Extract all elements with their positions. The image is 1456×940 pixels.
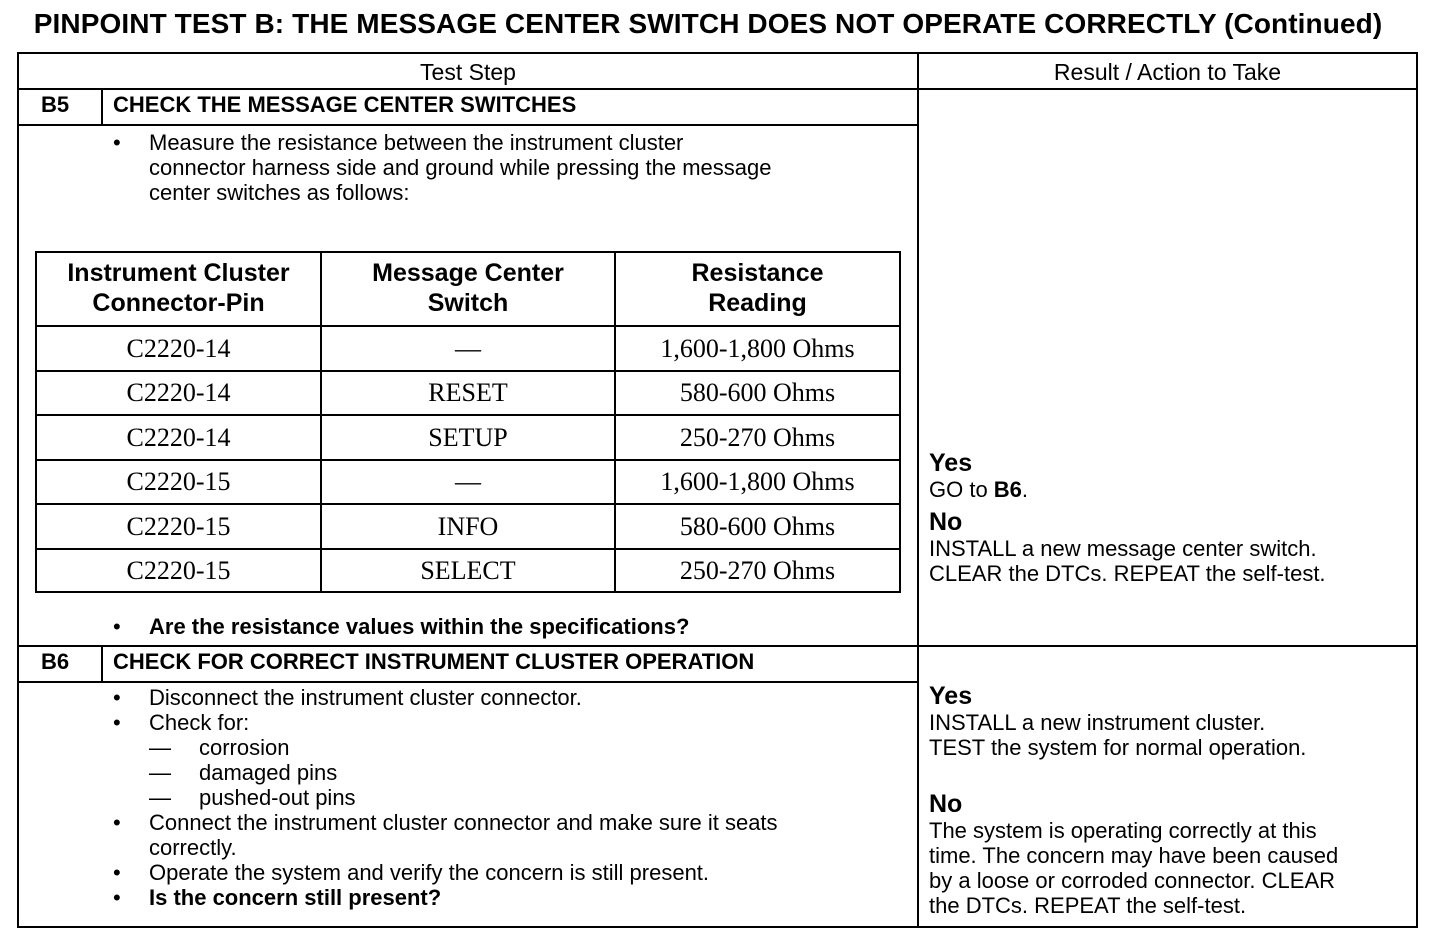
b6-yes-line: TEST the system for normal operation. (929, 735, 1307, 760)
b5-yes-suffix: . (1021, 477, 1029, 502)
bullet-marker: • (113, 685, 121, 710)
b6-no-line: by a loose or corroded connector. CLEAR (929, 868, 1336, 893)
cell-pin: C2220-15 (126, 556, 231, 585)
inner-header-line: Message Center (372, 259, 564, 287)
page-title: PINPOINT TEST B: THE MESSAGE CENTER SWITCH DOES NOT OPERATE CORRECTLY (Continued) (33, 8, 1383, 39)
cell-reading: 580-600 Ohms (679, 378, 836, 407)
cell-pin: C2220-14 (126, 334, 231, 363)
cell-switch: — (455, 467, 481, 496)
b6-id-divider (101, 646, 103, 682)
b6-check-item: pushed-out pins (199, 785, 356, 810)
b5-intro-line: Measure the resistance between the instrument cluster (149, 130, 684, 155)
b5-yes-prefix: GO to (929, 477, 994, 502)
cell-switch: INFO (437, 512, 499, 541)
b6-step-4: Operate the system and verify the concern is still present. (149, 860, 710, 885)
cell-switch: SELECT (420, 556, 516, 585)
column-divider (917, 54, 919, 926)
b6-result (929, 683, 1411, 918)
b6-step-2: Check for: (149, 710, 250, 735)
b6-no-line: The system is operating correctly at this (929, 818, 1317, 843)
cell-reading: 1,600-1,800 Ohms (660, 334, 855, 363)
inner-header-line: Switch (427, 289, 509, 317)
dash-marker: — (149, 760, 171, 785)
inner-header-line: Connector-Pin (92, 289, 265, 317)
b6-yes-label: Yes (929, 682, 973, 710)
b5-no-label: No (929, 508, 963, 536)
cell-pin: C2220-15 (126, 467, 231, 496)
b6-step-title: CHECK FOR CORRECT INSTRUMENT CLUSTER OPERATION (113, 649, 755, 674)
bullet-marker: • (113, 710, 121, 735)
b5-no-line: CLEAR the DTCs. REPEAT the self-test. (929, 561, 1326, 586)
b5-question: Are the resistance values within the specifications? (149, 614, 690, 639)
b5-intro-line: center switches as follows: (149, 180, 410, 205)
b6-question: Is the concern still present? (149, 885, 442, 910)
inner-header-line: Instrument Cluster (67, 259, 290, 287)
b6-check-item: damaged pins (199, 760, 338, 785)
b6-title-divider (19, 681, 917, 683)
bullet-marker: • (113, 130, 121, 155)
bullet-marker: • (113, 810, 121, 835)
inner-header-line: Reading (708, 289, 807, 317)
header-divider (19, 88, 1416, 90)
b5-step-title: CHECK THE MESSAGE CENTER SWITCHES (113, 92, 577, 117)
dash-marker: — (149, 735, 171, 760)
b5-title-divider (19, 124, 917, 126)
cell-pin: C2220-15 (126, 512, 231, 541)
resistance-table (35, 251, 901, 593)
b5-intro (113, 130, 913, 210)
header-test-step: Test Step (420, 59, 516, 85)
b5-b6-divider (19, 645, 1416, 647)
inner-header-switch (322, 258, 614, 318)
cell-pin: C2220-14 (126, 423, 231, 452)
bullet-marker: • (113, 860, 121, 885)
cell-switch: SETUP (428, 423, 508, 452)
b6-step-id: B6 (41, 649, 70, 674)
b6-no-line: the DTCs. REPEAT the self-test. (929, 893, 1247, 918)
inner-header-line: Resistance (691, 259, 824, 287)
b5-step-id: B5 (41, 92, 70, 117)
cell-pin: C2220-14 (126, 378, 231, 407)
b6-step-1: Disconnect the instrument cluster connector. (149, 685, 582, 710)
b5-yes-action (929, 477, 1409, 502)
b5-no-line: INSTALL a new message center switch. (929, 536, 1317, 561)
b5-intro-line: connector harness side and ground while pressing the message (149, 155, 772, 180)
pinpoint-test-table (17, 52, 1418, 928)
bullet-marker: • (113, 614, 121, 639)
b6-step-3-line: Connect the instrument cluster connector and make sure it seats (149, 810, 778, 835)
b6-step-3-line: correctly. (149, 835, 237, 860)
b5-yes-target: B6 (993, 477, 1022, 502)
cell-reading: 580-600 Ohms (679, 512, 836, 541)
b5-yes-label: Yes (929, 449, 973, 477)
inner-header-pin (37, 258, 320, 318)
b5-result (929, 450, 1409, 586)
dash-marker: — (149, 785, 171, 810)
b6-no-line: time. The concern may have been caused (929, 843, 1339, 868)
b6-yes-line: INSTALL a new instrument cluster. (929, 710, 1266, 735)
cell-switch: RESET (428, 378, 508, 407)
cell-reading: 250-270 Ohms (679, 556, 836, 585)
inner-header-reading (616, 258, 899, 318)
cell-switch: — (455, 334, 481, 363)
b6-steps (113, 685, 913, 920)
cell-reading: 250-270 Ohms (679, 423, 836, 452)
b6-check-item: corrosion (199, 735, 290, 760)
b5-id-divider (101, 89, 103, 125)
b6-no-label: No (929, 790, 963, 818)
b5-question-row (113, 614, 913, 640)
bullet-marker: • (113, 885, 121, 910)
header-result: Result / Action to Take (1053, 59, 1282, 85)
cell-reading: 1,600-1,800 Ohms (660, 467, 855, 496)
